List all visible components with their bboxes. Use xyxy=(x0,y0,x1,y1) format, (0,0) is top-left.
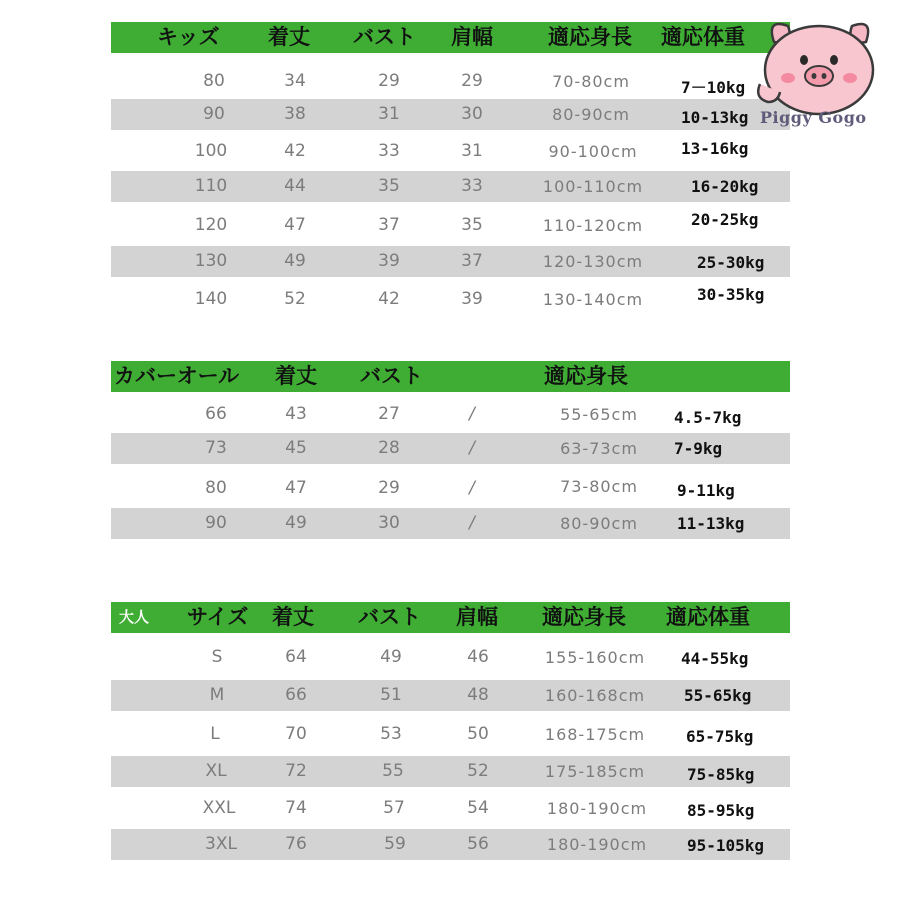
height-cell: 73-80cm xyxy=(560,477,638,496)
kids-header-bust: バスト xyxy=(353,25,416,49)
size-cell: 140 xyxy=(194,289,228,309)
adult-header-label: 大人 xyxy=(119,608,150,626)
length-cell: 45 xyxy=(285,438,307,458)
kids-header-band xyxy=(111,22,790,53)
coverall-header-height: 適応身長 xyxy=(544,364,628,388)
table-row xyxy=(111,508,790,539)
coverall-header-bust: バスト xyxy=(360,364,423,388)
bust-cell: 57 xyxy=(383,798,405,818)
height-cell: 155-160cm xyxy=(544,648,646,667)
length-cell: 64 xyxy=(285,647,307,667)
length-cell: 43 xyxy=(285,404,307,424)
length-cell: 44 xyxy=(284,176,306,196)
height-cell: 90-100cm xyxy=(548,142,638,161)
size-cell: 110 xyxy=(194,176,228,196)
weight-cell: 13-16kg xyxy=(681,139,749,158)
weight-cell: 75-85kg xyxy=(687,765,755,784)
coverall-header-size: カバーオール xyxy=(114,364,240,388)
height-cell: 175-185cm xyxy=(544,762,646,781)
height-cell: 55-65cm xyxy=(560,405,638,424)
table-row xyxy=(111,210,790,241)
length-cell: 49 xyxy=(284,251,306,271)
shoulder-cell: 33 xyxy=(461,176,483,196)
shoulder-cell: 29 xyxy=(461,71,483,91)
shoulder-cell: / xyxy=(469,478,475,498)
shoulder-cell: 56 xyxy=(467,834,489,854)
table-row xyxy=(111,829,790,860)
bust-cell: 29 xyxy=(378,71,400,91)
bust-cell: 35 xyxy=(378,176,400,196)
shoulder-cell: 39 xyxy=(461,289,483,309)
bust-cell: 37 xyxy=(378,215,400,235)
height-cell: 130-140cm xyxy=(542,290,644,309)
table-row xyxy=(111,246,790,277)
table-row xyxy=(111,680,790,711)
bust-cell: 49 xyxy=(380,647,402,667)
shoulder-cell: 50 xyxy=(467,724,489,744)
size-cell: 80 xyxy=(203,71,225,91)
height-cell: 180-190cm xyxy=(546,799,648,818)
table-row xyxy=(111,99,790,130)
length-cell: 70 xyxy=(285,724,307,744)
height-cell: 100-110cm xyxy=(542,177,644,196)
weight-cell: 55-65kg xyxy=(684,686,752,705)
weight-cell: 10-13kg xyxy=(681,108,749,127)
adult-header-length: 着丈 xyxy=(272,605,314,629)
shoulder-cell: 30 xyxy=(461,104,483,124)
size-cell: XXL xyxy=(202,798,236,818)
size-cell: 130 xyxy=(194,251,228,271)
length-cell: 76 xyxy=(285,834,307,854)
bust-cell: 39 xyxy=(378,251,400,271)
size-cell: 3XL xyxy=(205,834,237,854)
bust-cell: 31 xyxy=(378,104,400,124)
table-row xyxy=(111,171,790,202)
length-cell: 47 xyxy=(285,478,307,498)
height-cell: 63-73cm xyxy=(560,439,638,458)
weight-cell: 25-30kg xyxy=(697,253,765,272)
size-cell: 90 xyxy=(203,104,225,124)
weight-cell: 30-35kg xyxy=(697,285,765,304)
shoulder-cell: / xyxy=(469,513,475,533)
table-row xyxy=(111,433,790,464)
table-row xyxy=(111,66,790,97)
length-cell: 42 xyxy=(284,141,306,161)
table-row xyxy=(111,473,790,504)
weight-cell: 7-9kg xyxy=(674,439,723,458)
adult-header-weight: 適応体重 xyxy=(666,605,750,629)
height-cell: 120-130cm xyxy=(542,252,644,271)
shoulder-cell: 48 xyxy=(467,685,489,705)
coverall-header-band xyxy=(111,361,790,392)
table-row xyxy=(111,136,790,167)
adult-header-shoulder: 肩幅 xyxy=(456,605,498,629)
height-cell: 80-90cm xyxy=(552,105,630,124)
bust-cell: 59 xyxy=(384,834,406,854)
table-row xyxy=(111,719,790,750)
shoulder-cell: 31 xyxy=(461,141,483,161)
kids-header-length: 着丈 xyxy=(268,25,310,49)
weight-cell: 20-25kg xyxy=(691,210,759,229)
weight-cell: 7－10kg xyxy=(681,78,746,97)
weight-cell: 44-55kg xyxy=(681,649,749,668)
adult-header-band xyxy=(111,602,790,633)
size-cell: 100 xyxy=(194,141,228,161)
length-cell: 66 xyxy=(285,685,307,705)
size-cell: 120 xyxy=(194,215,228,235)
weight-cell: 11-13kg xyxy=(677,514,745,533)
length-cell: 72 xyxy=(285,761,307,781)
size-cell: 90 xyxy=(205,513,227,533)
table-row xyxy=(111,399,790,430)
shoulder-cell: / xyxy=(469,404,475,424)
size-cell: 66 xyxy=(205,404,227,424)
weight-cell: 85-95kg xyxy=(687,801,755,820)
size-cell: XL xyxy=(205,761,227,781)
height-cell: 168-175cm xyxy=(544,725,646,744)
weight-cell: 4.5-7kg xyxy=(674,408,742,427)
shoulder-cell: 37 xyxy=(461,251,483,271)
height-cell: 160-168cm xyxy=(544,686,646,705)
bust-cell: 27 xyxy=(378,404,400,424)
height-cell: 180-190cm xyxy=(546,835,648,854)
length-cell: 52 xyxy=(284,289,306,309)
length-cell: 74 xyxy=(285,798,307,818)
size-cell: M xyxy=(209,685,225,705)
size-cell: L xyxy=(210,724,220,744)
kids-header-size: キッズ xyxy=(157,25,220,49)
bust-cell: 29 xyxy=(378,478,400,498)
size-cell: 80 xyxy=(205,478,227,498)
bust-cell: 30 xyxy=(378,513,400,533)
weight-cell: 16-20kg xyxy=(691,177,759,196)
length-cell: 47 xyxy=(284,215,306,235)
coverall-header-length: 着丈 xyxy=(275,364,317,388)
length-cell: 49 xyxy=(285,513,307,533)
kids-header-weight: 適応体重 xyxy=(661,25,745,49)
weight-cell: 9-11kg xyxy=(677,481,735,500)
adult-header-height: 適応身長 xyxy=(542,605,626,629)
shoulder-cell: 54 xyxy=(467,798,489,818)
bust-cell: 42 xyxy=(378,289,400,309)
bust-cell: 28 xyxy=(378,438,400,458)
adult-header-size: サイズ xyxy=(187,605,249,629)
size-cell: S xyxy=(211,647,223,667)
table-row xyxy=(111,642,790,673)
weight-cell: 95-105kg xyxy=(687,836,765,855)
shoulder-cell: / xyxy=(469,438,475,458)
length-cell: 34 xyxy=(284,71,306,91)
height-cell: 80-90cm xyxy=(560,514,638,533)
bust-cell: 55 xyxy=(382,761,404,781)
shoulder-cell: 46 xyxy=(467,647,489,667)
height-cell: 70-80cm xyxy=(552,72,630,91)
shoulder-cell: 52 xyxy=(467,761,489,781)
shoulder-cell: 35 xyxy=(461,215,483,235)
bust-cell: 51 xyxy=(380,685,402,705)
logo-text: Piggy Gogo xyxy=(760,108,867,127)
height-cell: 110-120cm xyxy=(542,216,644,235)
size-cell: 73 xyxy=(205,438,227,458)
kids-header-height: 適応身長 xyxy=(548,25,632,49)
bust-cell: 53 xyxy=(380,724,402,744)
table-row xyxy=(111,756,790,787)
kids-header-shoulder: 肩幅 xyxy=(451,25,493,49)
weight-cell: 65-75kg xyxy=(686,727,754,746)
bust-cell: 33 xyxy=(378,141,400,161)
table-row xyxy=(111,793,790,824)
adult-header-bust: バスト xyxy=(358,605,421,629)
length-cell: 38 xyxy=(284,104,306,124)
table-row xyxy=(111,284,790,315)
